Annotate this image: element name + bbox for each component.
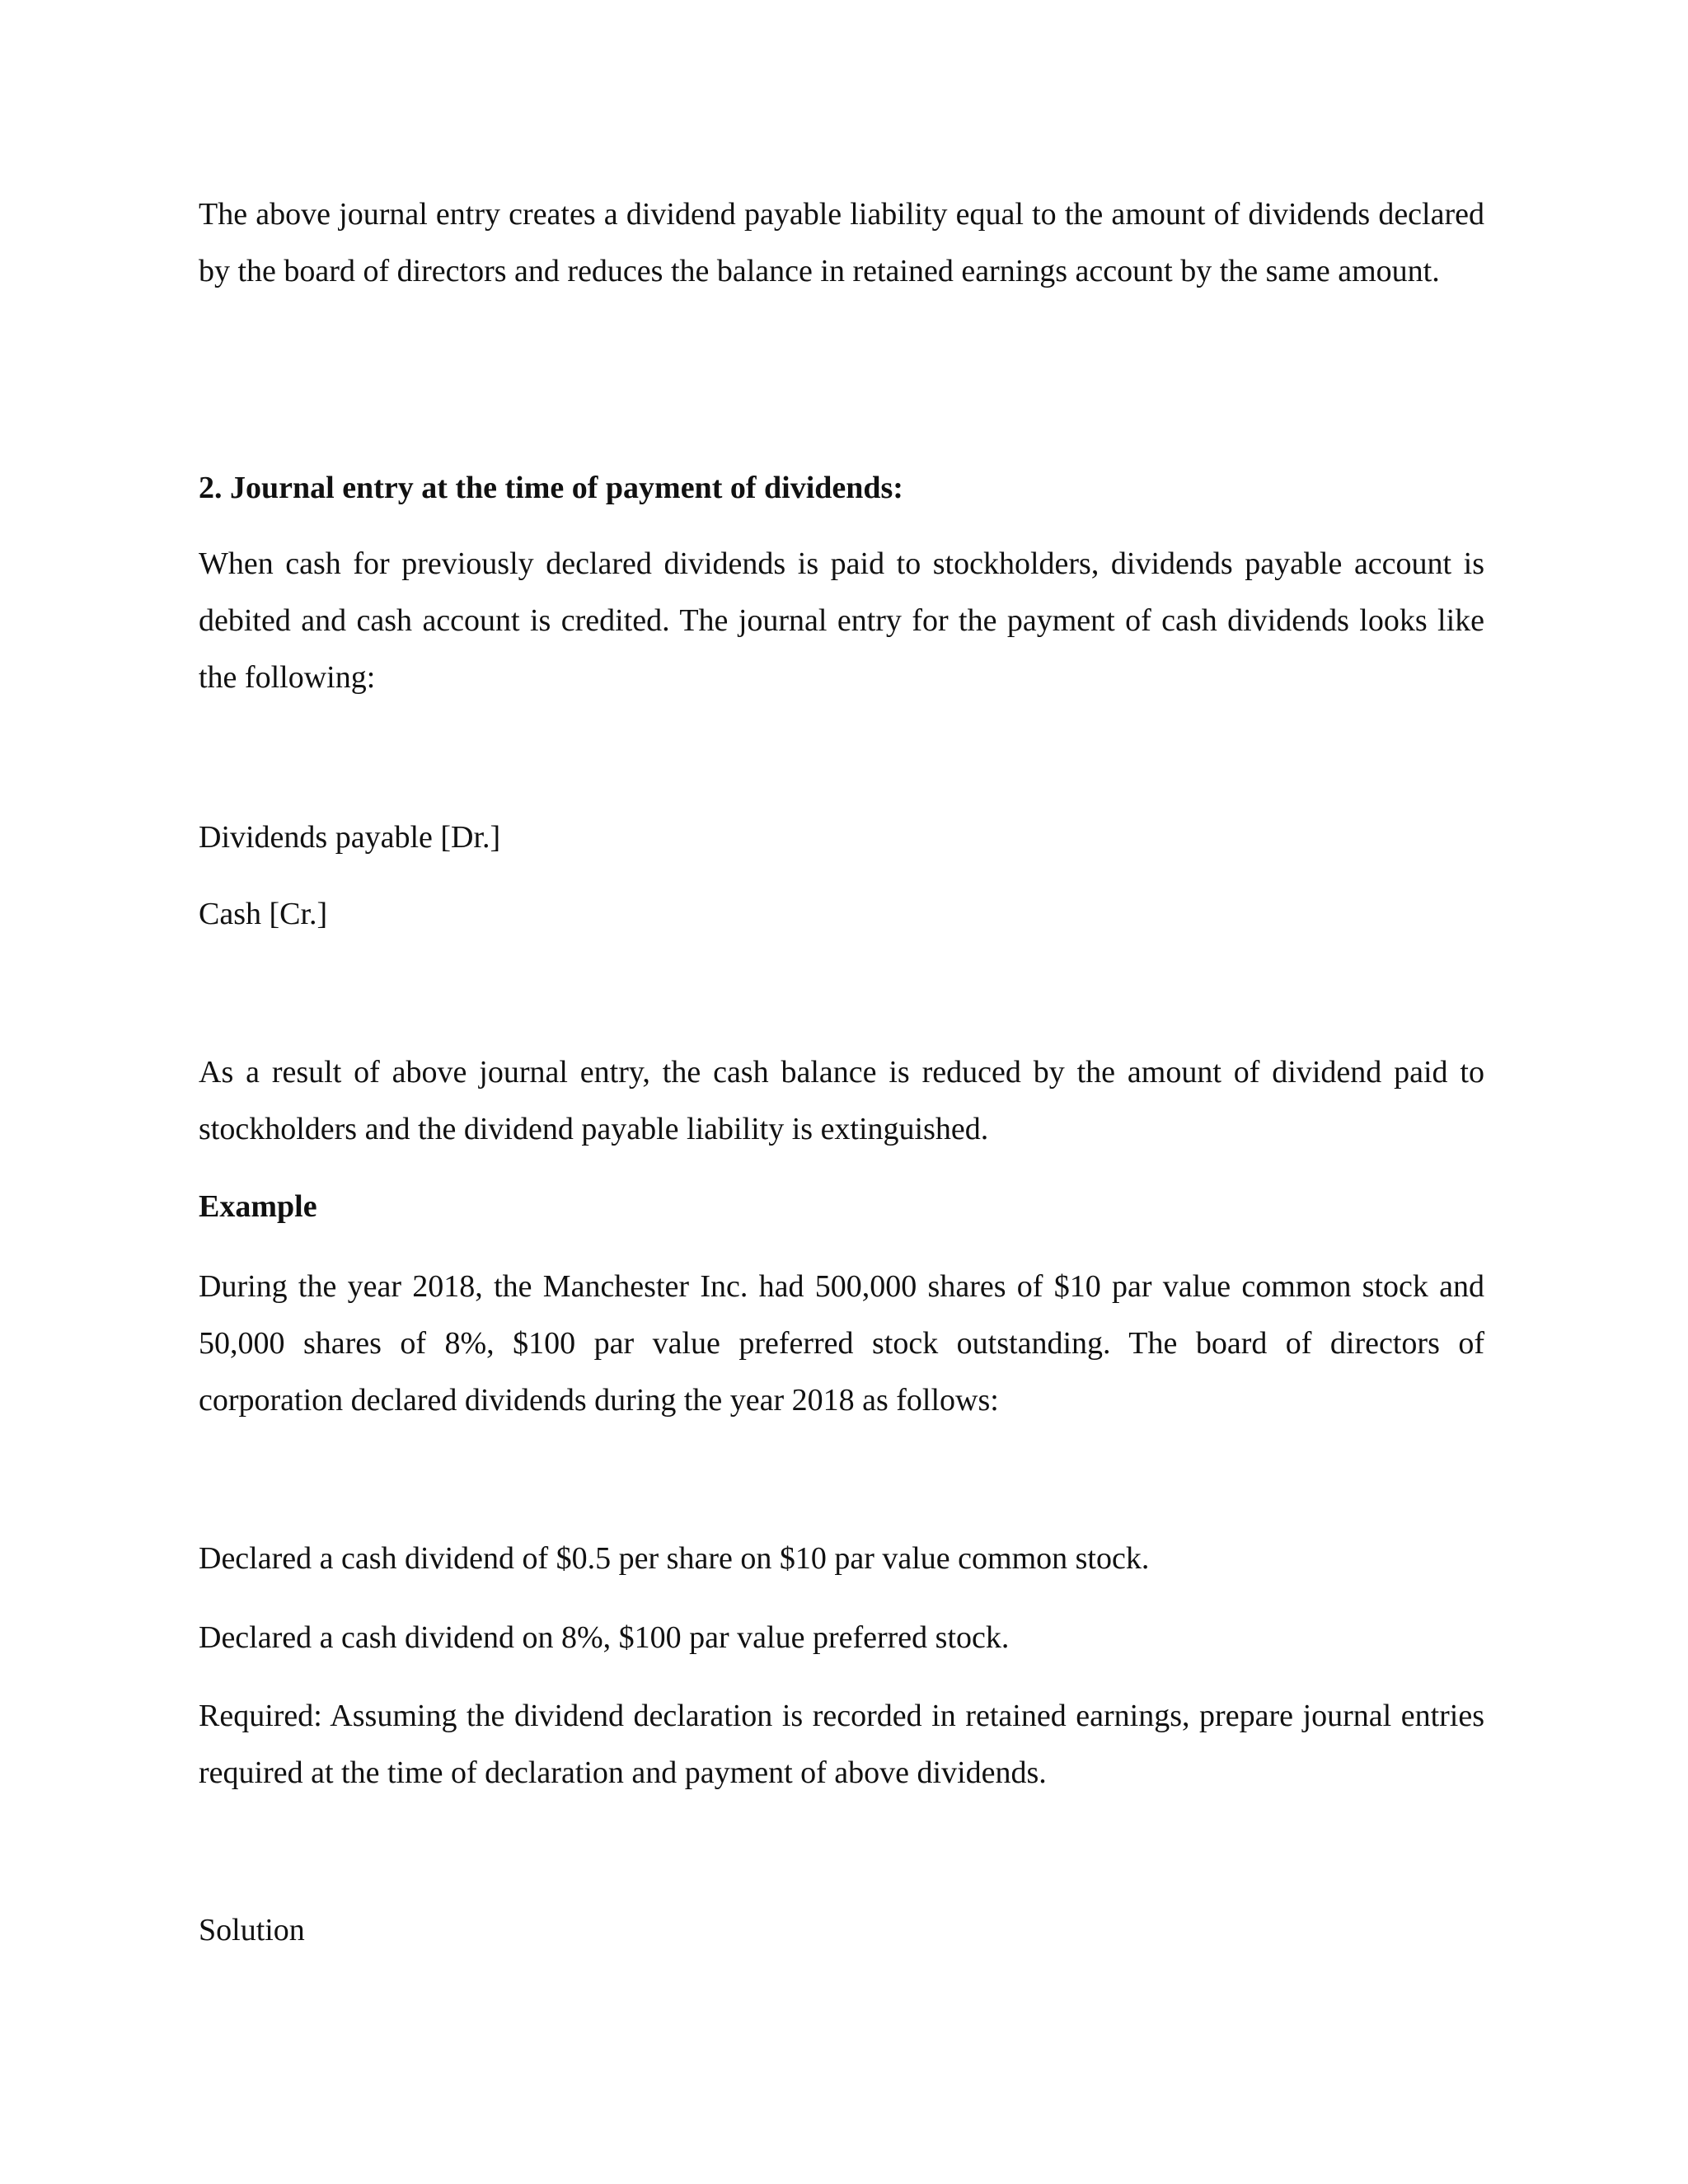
paragraph-dividend-declaration-effect: The above journal entry creates a dividend payable liability equal to the amount of dividends declared by the board of directors and reduces the balance in retained earnings account by the same amount. [199, 197, 1484, 288]
example-item-preferred-dividend: Declared a cash dividend on 8%, $100 par value preferred stock. [199, 1620, 1010, 1655]
paragraph-example-scenario: During the year 2018, the Manchester Inc. had 500,000 shares of $10 par value common stock and 50,000 shares of 8%, $100 par value preferred stock outstanding. The board of directors of corporation declared dividends during the year 2018 as follows: [199, 1269, 1484, 1418]
paragraph-payment-description: When cash for previously declared dividends is paid to stockholders, dividends payable account is debited and cash account is credited. The journal entry for the payment of cash dividends looks like the following: [199, 546, 1484, 695]
journal-entry-debit-line: Dividends payable [Dr.] [199, 820, 501, 855]
solution-label: Solution [199, 1913, 305, 1947]
heading-payment-journal-entry: 2. Journal entry at the time of payment of dividends: [199, 471, 903, 505]
heading-example: Example [199, 1189, 317, 1224]
paragraph-required: Required: Assuming the dividend declaration is recorded in retained earnings, prepare journal entries required at the time of declaration and payment of above dividends. [199, 1699, 1484, 1790]
paragraph-payment-result: As a result of above journal entry, the cash balance is reduced by the amount of dividend paid to stockholders and the dividend payable liability is extinguished. [199, 1055, 1484, 1146]
journal-entry-credit-line: Cash [Cr.] [199, 897, 328, 931]
example-item-common-dividend: Declared a cash dividend of $0.5 per share on $10 par value common stock. [199, 1541, 1150, 1576]
